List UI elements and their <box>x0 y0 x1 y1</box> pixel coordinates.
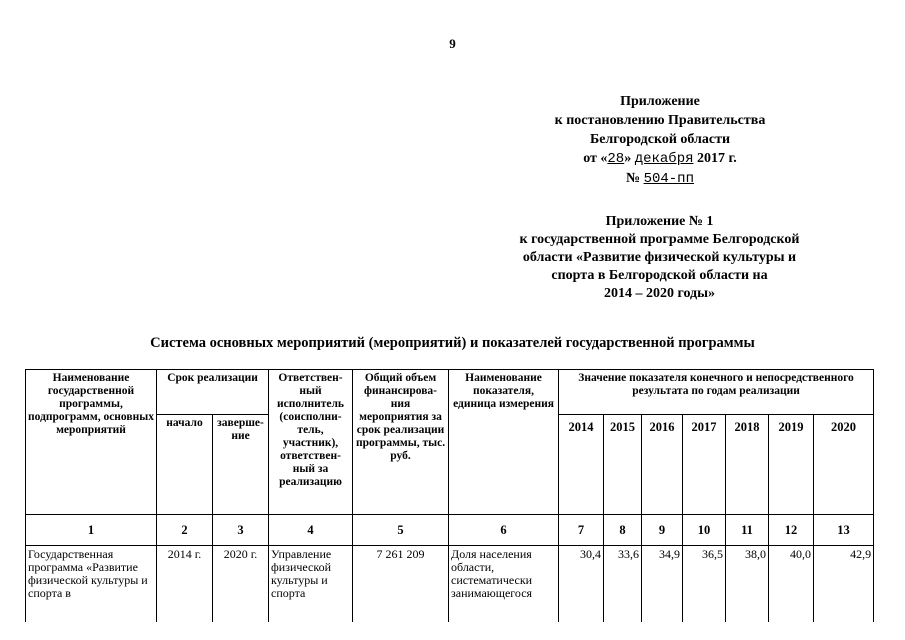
executor-cell: Управление физической культуры и спорта <box>269 546 353 623</box>
date-day: 28 <box>607 151 625 167</box>
funding-cell: 7 261 209 <box>353 546 449 623</box>
appendix-line-4: спорта в Белгородской области на <box>551 268 768 283</box>
header-executor: Ответствен-ный исполнитель (соисполни-тель, участник), ответствен-ный за реализацию <box>269 370 353 515</box>
appendix-block <box>487 213 832 303</box>
header-year: 2016 <box>642 415 683 515</box>
appendix-heading: Приложение № 1 <box>605 214 714 229</box>
column-number: 6 <box>449 515 559 546</box>
column-number: 10 <box>683 515 726 546</box>
date-month: декабря <box>634 151 694 167</box>
start-cell: 2014 г. <box>157 546 213 623</box>
column-number: 3 <box>213 515 269 546</box>
header-year: 2018 <box>726 415 769 515</box>
header-program-name: Наименование государственной программы, подпрограмм, основных мероприятий <box>26 370 157 515</box>
value-cell: 33,6 <box>604 546 642 623</box>
approval-number <box>520 169 800 189</box>
indicators-table <box>25 369 874 622</box>
column-number: 7 <box>559 515 604 546</box>
column-number: 13 <box>814 515 874 546</box>
date-year: 2017 г. <box>697 151 737 166</box>
column-number: 8 <box>604 515 642 546</box>
date-mid: » <box>624 151 632 166</box>
number-prefix: № <box>626 171 641 186</box>
table-row <box>26 546 874 623</box>
document-title: Система основных мероприятий (мероприятий) и показателей государственной программы <box>150 335 755 351</box>
column-number: 2 <box>157 515 213 546</box>
approval-heading: Приложение <box>620 94 700 109</box>
value-cell: 36,5 <box>683 546 726 623</box>
column-number: 4 <box>269 515 353 546</box>
column-number: 12 <box>769 515 814 546</box>
header-period: Срок реализации <box>157 370 269 415</box>
appendix-line-3: области «Развитие физической культуры и <box>522 250 797 265</box>
value-cell: 42,9 <box>814 546 874 623</box>
program-name-cell: Государственная программа «Развитие физической культуры и спорта в <box>26 546 157 623</box>
approval-block <box>520 92 800 189</box>
approval-date <box>520 149 800 169</box>
header-end: заверше-ние <box>213 415 269 515</box>
header-year: 2019 <box>769 415 814 515</box>
approval-line-3: Белгородской области <box>589 132 731 147</box>
appendix-line-5: 2014 – 2020 годы» <box>603 286 716 301</box>
header-indicator: Наименование показателя, единица измерения <box>449 370 559 515</box>
indicator-cell: Доля населения области, систематически занимающегося <box>449 546 559 623</box>
approval-line-2: к постановлению Правительства <box>554 113 766 128</box>
column-number: 11 <box>726 515 769 546</box>
value-cell: 40,0 <box>769 546 814 623</box>
value-cell: 34,9 <box>642 546 683 623</box>
header-year: 2017 <box>683 415 726 515</box>
value-cell: 30,4 <box>559 546 604 623</box>
column-number: 1 <box>26 515 157 546</box>
header-start: начало <box>157 415 213 515</box>
header-year: 2014 <box>559 415 604 515</box>
header-funding: Общий объем финансирова-ния мероприятия за срок реализации программы, тыс. руб. <box>353 370 449 515</box>
date-prefix: от « <box>583 151 608 166</box>
value-cell: 38,0 <box>726 546 769 623</box>
header-values: Значение показателя конечного и непосредственного результата по годам реализации <box>559 370 874 415</box>
appendix-line-2: к государственной программе Белгородской <box>519 232 800 247</box>
header-year: 2015 <box>604 415 642 515</box>
column-number: 5 <box>353 515 449 546</box>
header-year: 2020 <box>814 415 874 515</box>
number-value: 504-пп <box>643 171 694 187</box>
column-numbers-row <box>26 515 874 546</box>
end-cell: 2020 г. <box>213 546 269 623</box>
column-number: 9 <box>642 515 683 546</box>
page-number: 9 <box>449 36 456 51</box>
